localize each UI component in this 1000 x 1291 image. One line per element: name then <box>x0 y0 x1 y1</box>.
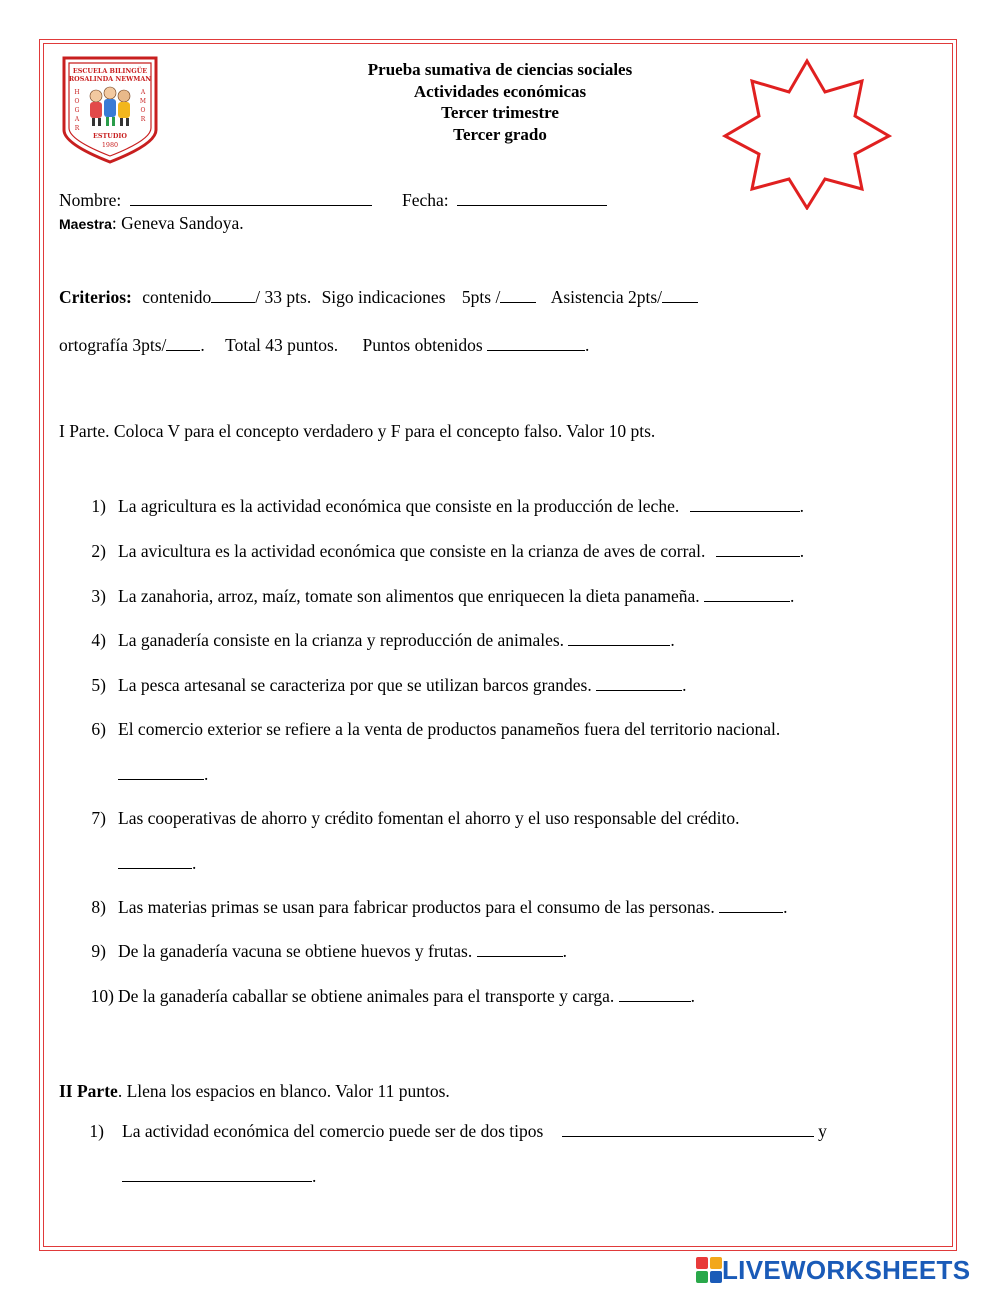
content-score-field[interactable] <box>211 288 255 303</box>
fill-field-2[interactable] <box>122 1167 312 1182</box>
answer-field-4[interactable] <box>568 631 670 646</box>
criteria-label: Criterios: <box>59 287 132 307</box>
answer-field-2[interactable] <box>716 542 800 557</box>
logo-letter-r: R <box>74 125 80 132</box>
title-line-4: Tercer grado <box>453 125 547 144</box>
date-row <box>402 190 607 211</box>
part1-heading: I Parte. Coloca V para el concepto verdadero y F para el concepto falso. Valor 10 pts. <box>59 421 656 441</box>
logo-letter-h: H <box>74 89 80 96</box>
answer-field-3[interactable] <box>704 587 790 602</box>
criteria-row-1: Criterios: contenido / 33 pts. Sigo indicaciones 5pts / Asistencia 2pts/ <box>59 287 698 308</box>
part1-item-5: La pesca artesanal se caracteriza por que se utilizan barcos grandes. . <box>118 675 687 695</box>
part1-item-10: De la ganadería caballar se obtiene animales para el transporte y carga. . <box>118 986 695 1006</box>
name-field[interactable] <box>130 191 372 206</box>
name-row <box>59 190 372 211</box>
svg-text:O: O <box>140 107 146 114</box>
part1-item-9: De la ganadería vacuna se obtiene huevos y frutas. . <box>118 941 567 961</box>
svg-text:ROSALINDA NEWMAN: ROSALINDA NEWMAN <box>68 75 152 83</box>
instructions-score-field[interactable] <box>500 288 536 303</box>
date-label: Fecha: <box>402 190 449 210</box>
total-points: Total 43 puntos. <box>225 335 339 355</box>
answer-field-9[interactable] <box>477 942 563 957</box>
part1-item-3: La zanahoria, arroz, maíz, tomate son alimentos que enriquecen la dieta panameña. . <box>118 586 795 606</box>
liveworksheets-logo[interactable] <box>696 1255 970 1285</box>
teacher-label: Maestra <box>59 216 112 232</box>
svg-text:ESTUDIO: ESTUDIO <box>93 132 127 140</box>
svg-text:A: A <box>140 89 146 96</box>
logo-letter-a: A <box>74 116 80 123</box>
teacher-row <box>59 213 244 234</box>
part1-item-6: El comercio exterior se refiere a la venta de productos panameños fuera del territorio nacional. <box>118 719 781 739</box>
svg-text:1980: 1980 <box>101 141 119 149</box>
name-label: Nombre: <box>59 190 122 210</box>
part1-item-1: La agricultura es la actividad económica que consiste en la producción de leche. . <box>118 496 804 516</box>
liveworksheets-brand: LIVEWORKSHEETS <box>722 1254 971 1285</box>
part2-heading: II Parte. Llena los espacios en blanco. Valor 11 puntos. <box>59 1081 450 1101</box>
school-logo <box>60 56 160 164</box>
part1-item-7: Las cooperativas de ahorro y crédito fomentan el ahorro y el uso responsable del crédito. <box>118 808 740 828</box>
answer-field-6[interactable] <box>118 765 204 780</box>
obtained-score-field[interactable] <box>487 336 585 351</box>
part1-item-2: La avicultura es la actividad económica que consiste en la crianza de aves de corral. . <box>118 541 805 561</box>
part1-item-4: La ganadería consiste en la crianza y reproducción de animales. . <box>118 630 675 650</box>
fill-field-1[interactable] <box>562 1122 814 1137</box>
liveworksheets-icon <box>696 1257 722 1283</box>
teacher-name: : Geneva Sandoya. <box>111 213 244 233</box>
title-line-2: Actividades económicas <box>413 82 587 101</box>
answer-field-7[interactable] <box>118 854 192 869</box>
criteria-row-2: ortografía 3pts/ . Total 43 puntos. Puntos obtenidos . <box>59 335 590 355</box>
grade-star-icon <box>722 58 892 210</box>
svg-text:ESCUELA BILINGÜE: ESCUELA BILINGÜE <box>72 67 148 75</box>
svg-text:R: R <box>140 116 146 123</box>
svg-text:M: M <box>139 98 147 105</box>
answer-field-10[interactable] <box>619 987 691 1002</box>
answer-field-5[interactable] <box>596 676 682 691</box>
date-field[interactable] <box>457 191 607 206</box>
logo-letter-g: G <box>74 107 80 114</box>
title-line-1: Prueba sumativa de ciencias sociales <box>367 60 633 79</box>
part2-item-1: La actividad económica del comercio puede ser de dos tipos y <box>122 1121 827 1141</box>
attendance-score-field[interactable] <box>662 288 698 303</box>
part1-item-8: Las materias primas se usan para fabricar productos para el consumo de las personas. . <box>118 897 788 917</box>
logo-letter-o: O <box>74 98 80 105</box>
title-line-3: Tercer trimestre <box>441 103 559 122</box>
answer-field-8[interactable] <box>719 898 783 913</box>
spelling-score-field[interactable] <box>166 336 200 351</box>
answer-field-1[interactable] <box>690 497 800 512</box>
